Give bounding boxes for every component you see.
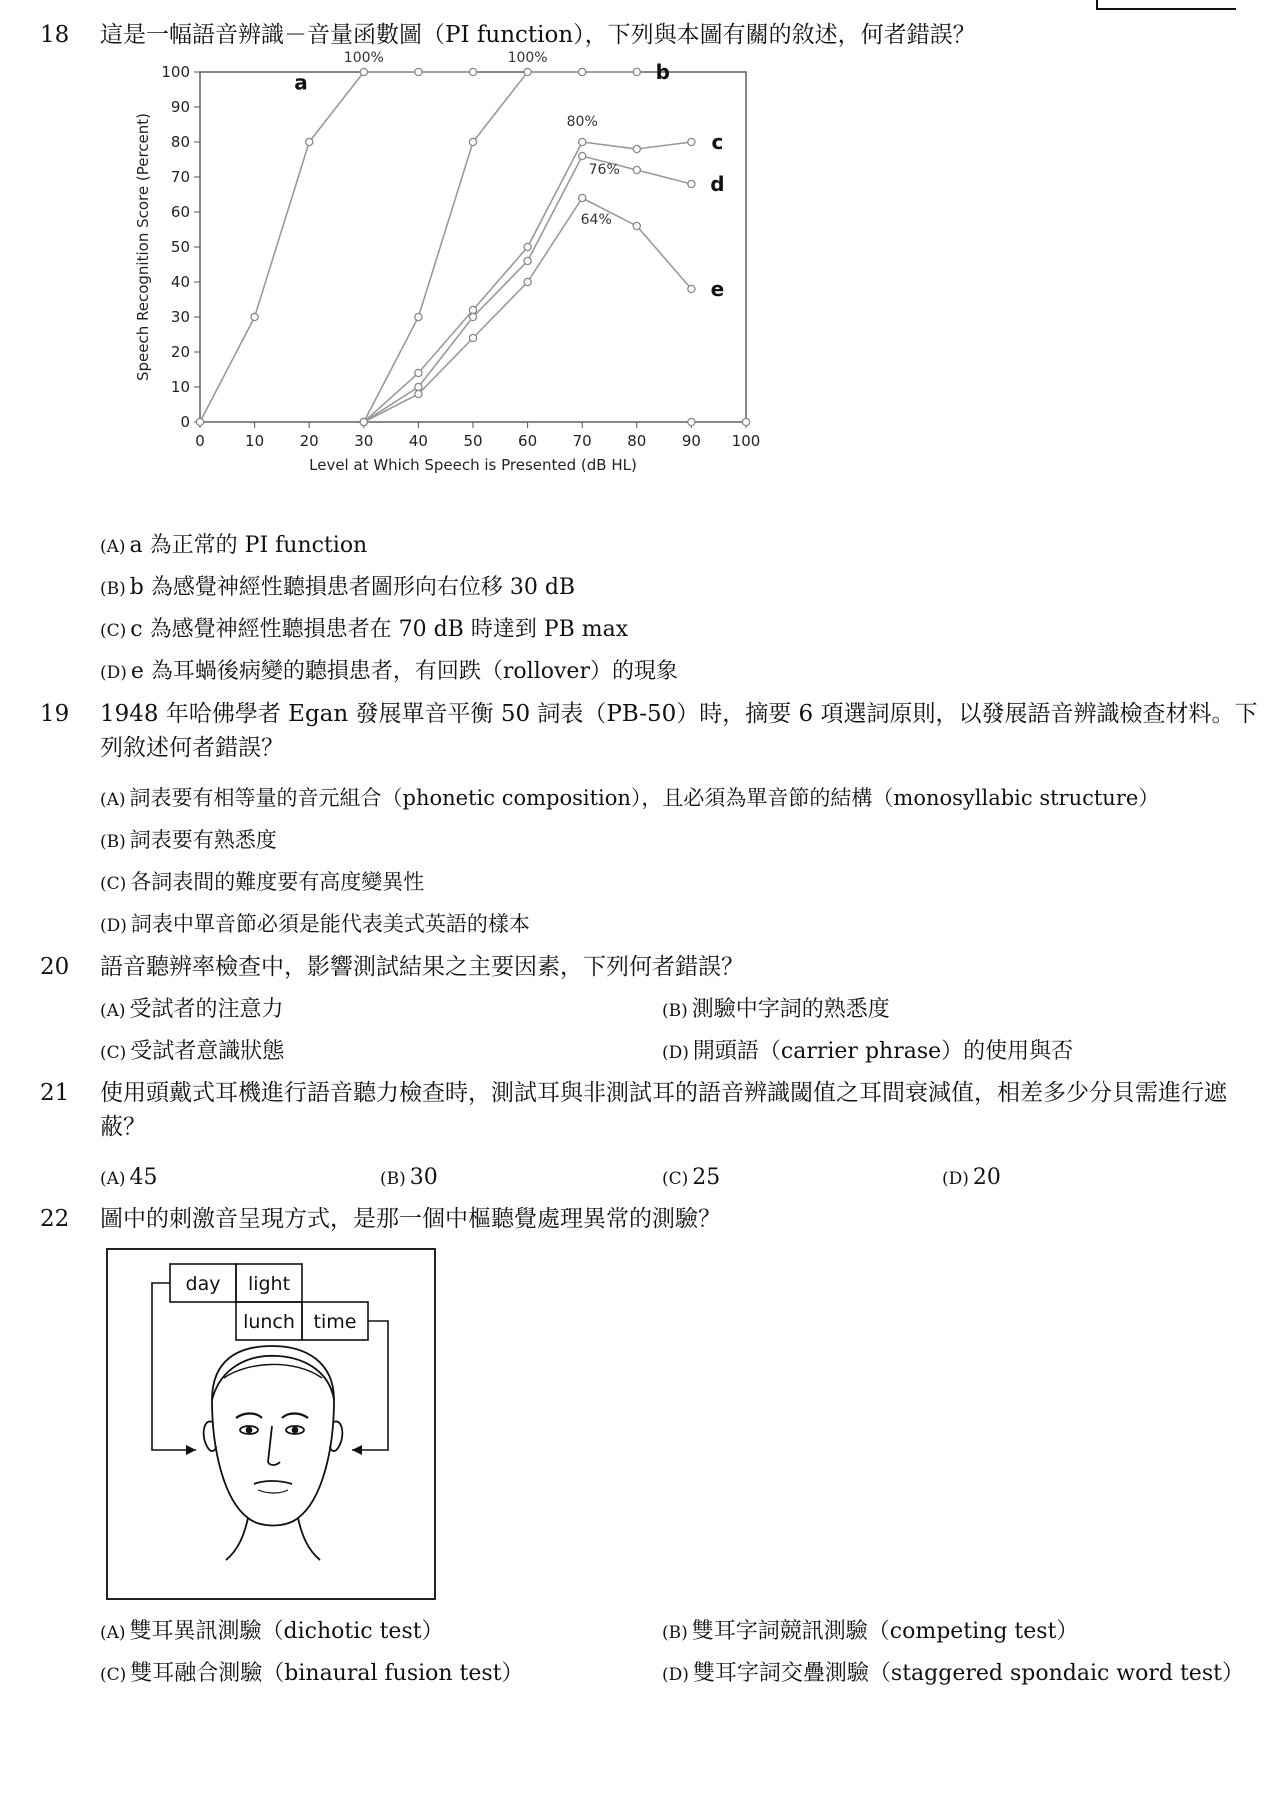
data-point-a: [251, 313, 258, 320]
data-point-extra: [742, 418, 749, 425]
data-point-e: [469, 334, 476, 341]
option-c[interactable]: (C) 雙耳融合測驗（binaural fusion test）: [100, 1661, 524, 1686]
option-c[interactable]: (C) 25: [662, 1165, 721, 1190]
data-point-d: [633, 166, 640, 173]
series-label-e: e: [710, 277, 725, 301]
data-point-a: [360, 68, 367, 75]
series-label-a: a: [294, 70, 308, 95]
question-number: 20: [40, 954, 70, 980]
word-lunch: lunch: [243, 1311, 295, 1333]
x-tick-label: 60: [518, 432, 538, 450]
series-label-c: c: [711, 130, 724, 154]
x-tick-label: 40: [408, 432, 428, 450]
data-point-a: [469, 68, 476, 75]
data-point-a: [415, 68, 422, 75]
question-text: 這是一幅語音辨識－音量函數圖（PI function），下列與本圖有關的敘述，何者錯誤？: [100, 22, 976, 48]
y-tick-label: 70: [170, 168, 190, 186]
option-d[interactable]: (D) e 為耳蝸後病變的聽損患者，有回跌（rollover）的現象: [100, 659, 678, 684]
option-c[interactable]: (C) 受試者意識狀態: [100, 1039, 285, 1064]
data-point-d: [415, 383, 422, 390]
data-label: 76%: [588, 162, 620, 178]
data-point-b: [415, 313, 422, 320]
x-axis-label: Level at Which Speech is Presented (dB HL): [309, 456, 637, 474]
pi-function-chart: [118, 50, 778, 506]
option-d[interactable]: (D) 開頭語（carrier phrase）的使用與否: [662, 1039, 1074, 1064]
question-number: 21: [40, 1080, 70, 1106]
question-number: 18: [40, 22, 70, 48]
data-point-c: [469, 306, 476, 313]
word-light: light: [247, 1273, 291, 1295]
left-arrow-icon: [186, 1445, 196, 1455]
data-point-b: [469, 138, 476, 145]
y-tick-label: 50: [170, 238, 190, 256]
word-time: time: [313, 1311, 357, 1333]
y-tick-label: 0: [180, 413, 190, 431]
question-number: 22: [40, 1206, 70, 1232]
data-point-e: [524, 278, 531, 285]
option-b[interactable]: (B) 測驗中字詞的熟悉度: [662, 997, 890, 1022]
option-b[interactable]: (B) 詞表要有熟悉度: [100, 828, 277, 852]
data-point-b: [579, 68, 586, 75]
y-tick-label: 80: [170, 133, 190, 151]
y-tick-label: 30: [170, 308, 190, 326]
data-point-e: [360, 418, 367, 425]
x-tick-label: 50: [463, 432, 483, 450]
question-text: 1948 年哈佛學者 Egan 發展單音平衡 50 詞表（PB-50）時，摘要 6 項選詞原則，以發展語音辨識檢查材料。下列敘述何者錯誤？: [100, 701, 1258, 761]
x-tick-label: 100: [731, 432, 761, 450]
data-point-b: [524, 68, 531, 75]
data-point-a: [196, 418, 203, 425]
series-label-d: d: [710, 172, 725, 196]
question-number: 19: [40, 701, 70, 727]
option-c[interactable]: (C) c 為感覺神經性聽損患者在 70 dB 時達到 PB max: [100, 617, 629, 642]
y-axis-label: Speech Recognition Score (Percent): [134, 112, 152, 382]
option-a[interactable]: (A) 45: [100, 1165, 158, 1190]
data-point-a: [306, 138, 313, 145]
x-tick-label: 30: [354, 432, 374, 450]
y-tick-label: 40: [170, 273, 190, 291]
data-point-e: [688, 285, 695, 292]
data-point-b: [633, 68, 640, 75]
option-a[interactable]: (A) a 為正常的 PI function: [100, 533, 368, 558]
x-tick-label: 90: [681, 432, 701, 450]
option-a[interactable]: (A) 雙耳異訊測驗（dichotic test）: [100, 1619, 444, 1644]
option-a[interactable]: (A) 詞表要有相等量的音元組合（phonetic composition），且必須為單音節的結構（monosyllabic structure）: [100, 786, 1160, 810]
series-line-d: [364, 156, 692, 422]
data-point-c: [579, 138, 586, 145]
data-point-c: [633, 145, 640, 152]
data-point-c: [524, 243, 531, 250]
question-text: 圖中的刺激音呈現方式，是那一個中樞聽覺處理異常的測驗？: [100, 1206, 721, 1232]
option-b[interactable]: (B) b 為感覺神經性聽損患者圖形向右位移 30 dB: [100, 575, 576, 600]
option-d[interactable]: (D) 雙耳字詞交疊測驗（staggered spondaic word test）: [662, 1661, 1244, 1686]
stimulus-figure: [106, 1248, 436, 1600]
x-tick-label: 10: [245, 432, 265, 450]
y-tick-label: 90: [170, 98, 190, 116]
head-icon: [204, 1346, 343, 1560]
data-point-extra: [688, 418, 695, 425]
data-point-c: [688, 138, 695, 145]
series-label-b: b: [655, 60, 670, 84]
data-point-d: [524, 257, 531, 264]
y-tick-label: 20: [170, 343, 190, 361]
x-tick-label: 80: [627, 432, 647, 450]
x-tick-label: 0: [195, 432, 205, 450]
data-point-e: [579, 194, 586, 201]
plot-frame: [200, 72, 746, 422]
data-point-d: [469, 313, 476, 320]
x-tick-label: 20: [299, 432, 319, 450]
data-point-d: [688, 180, 695, 187]
data-point-c: [415, 369, 422, 376]
data-label: 80%: [566, 114, 598, 130]
option-d[interactable]: (D) 20: [942, 1165, 1001, 1190]
x-tick-label: 70: [572, 432, 592, 450]
data-label: 100%: [343, 50, 384, 66]
question-text: 使用頭戴式耳機進行語音聽力檢查時，測試耳與非測試耳的語音辨識閾值之耳間衰減值，相差多少分貝需進行遮蔽？: [100, 1080, 1227, 1140]
option-b[interactable]: (B) 30: [380, 1165, 438, 1190]
data-point-e: [415, 390, 422, 397]
option-d[interactable]: (D) 詞表中單音節必須是能代表美式英語的樣本: [100, 912, 530, 936]
series-line-e: [364, 198, 692, 422]
word-day: day: [185, 1273, 221, 1295]
question-text: 語音聽辨率檢查中，影響測試結果之主要因素，下列何者錯誤？: [100, 954, 744, 980]
data-label: 100%: [507, 50, 548, 66]
data-point-d: [579, 152, 586, 159]
y-tick-label: 60: [170, 203, 190, 221]
right-arrow-icon: [352, 1445, 362, 1455]
data-point-e: [633, 222, 640, 229]
option-b[interactable]: (B) 雙耳字詞競訊測驗（competing test）: [662, 1619, 1079, 1644]
option-c[interactable]: (C) 各詞表間的難度要有高度變異性: [100, 870, 425, 894]
data-label: 64%: [580, 212, 612, 228]
left-ear-route: [152, 1283, 196, 1450]
y-tick-label: 100: [161, 63, 190, 81]
option-a[interactable]: (A) 受試者的注意力: [100, 997, 284, 1022]
header-rule: [1096, 0, 1236, 10]
y-tick-label: 10: [170, 378, 190, 396]
